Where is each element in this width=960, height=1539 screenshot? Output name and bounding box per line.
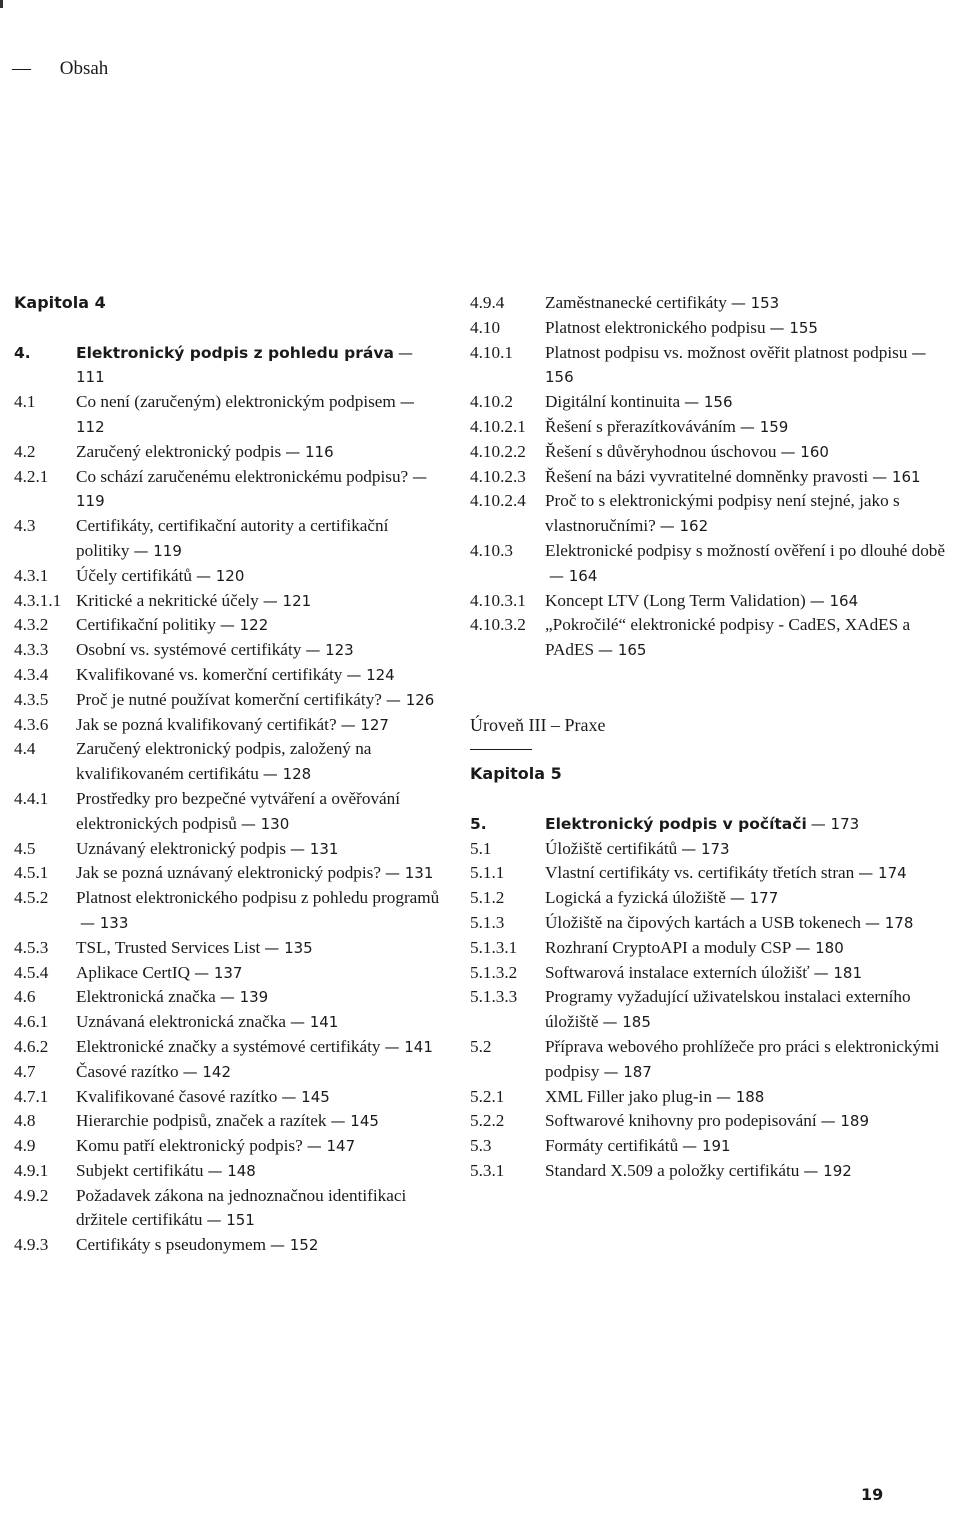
toc-entry-title: Řešení na bázi vyvratitelné domněnky pravosti — [545, 466, 869, 486]
toc-entry-page: — 187 — [603, 1062, 652, 1081]
toc-entry-page: — 178 — [864, 913, 914, 932]
toc-entry-body — [545, 465, 950, 490]
toc-entry-title: Elektronické značky a systémové certifikáty — [76, 1036, 381, 1056]
toc-entry — [470, 837, 950, 862]
toc-entry — [14, 787, 444, 837]
toc-entry-body — [545, 837, 950, 862]
toc-entry-number: 5.2 — [470, 1036, 492, 1056]
toc-entry-title: Certifikáty, certifikační autority a certifikační politiky — [76, 516, 389, 560]
toc-entry-page: — 188 — [715, 1087, 765, 1106]
toc-entry-title: Co není (zaručeným) elektronickým podpisem — [76, 392, 396, 412]
toc-entry — [470, 1159, 950, 1184]
toc-entry-body — [545, 1085, 950, 1110]
scan-corner-mark — [0, 0, 3, 8]
toc-entry-page: — 147 — [306, 1137, 356, 1156]
toc-entry-page: — 131 — [384, 864, 434, 883]
toc-entry — [470, 812, 950, 837]
toc-entry-title: Formáty certifikátů — [545, 1136, 679, 1156]
toc-entry-page: — 119 — [133, 541, 182, 560]
toc-entry-page: — 151 — [206, 1211, 255, 1230]
toc-entry-page: — 123 — [305, 641, 354, 660]
toc-entry — [470, 886, 950, 911]
toc-entry-page: — 119 — [76, 467, 428, 511]
toc-entry — [470, 589, 950, 614]
toc-entry-body — [76, 1010, 444, 1035]
toc-entry-title: Koncept LTV (Long Term Validation) — [545, 590, 806, 610]
toc-entry-page: — 116 — [285, 442, 334, 461]
toc-entry-body — [545, 936, 950, 961]
toc-entry — [14, 1010, 444, 1035]
toc-entry-page: — 156 — [684, 393, 733, 412]
toc-entry — [14, 613, 444, 638]
toc-entry-title: Proč je nutné používat komerční certifikáty? — [76, 689, 382, 709]
toc-entry-page: — 120 — [195, 566, 245, 585]
toc-entry-body — [76, 514, 444, 564]
toc-entry-number: 4.9.2 — [14, 1185, 49, 1205]
toc-entry-title: Komu patří elektronický podpis? — [76, 1136, 303, 1156]
toc-entry-body — [545, 489, 950, 539]
toc-entry — [14, 985, 444, 1010]
page-number: 19 — [861, 1485, 884, 1504]
toc-entry — [470, 539, 950, 589]
toc-entry-body — [545, 316, 950, 341]
toc-entry-number: 4.3.1 — [14, 565, 49, 585]
toc-entry-title: Uznávaná elektronická značka — [76, 1012, 286, 1032]
chapter-heading: Kapitola 5 — [470, 764, 562, 784]
toc-entry-body — [545, 1109, 950, 1134]
toc-entry-page: — 148 — [207, 1161, 256, 1180]
toc-entry-title: Certifikáty s pseudonymem — [76, 1235, 266, 1255]
toc-entry-title: Účely certifikátů — [76, 565, 192, 585]
toc-entry-body — [545, 539, 950, 589]
toc-entry-page: — 145 — [281, 1087, 330, 1106]
toc-entry-page: — 126 — [385, 690, 435, 709]
toc-entry — [14, 961, 444, 986]
chapter-heading: Kapitola 4 — [14, 293, 106, 312]
toc-entry-title: Uznávaný elektronický podpis — [76, 838, 287, 858]
toc-entry-title: TSL, Trusted Services List — [76, 937, 261, 957]
toc-entry-page: — 164 — [549, 566, 598, 585]
toc-entry-number: 4.3.2 — [14, 615, 49, 635]
toc-entry-title: Aplikace CertIQ — [76, 962, 191, 982]
toc-entry-body — [545, 1159, 950, 1184]
toc-entry — [470, 861, 950, 886]
toc-entry — [14, 1184, 444, 1234]
toc-entry-body — [76, 613, 444, 638]
toc-entry-title: Zaručený elektronický podpis, založený na kvalifikovaném certifikátu — [76, 739, 372, 784]
toc-entry — [14, 737, 444, 787]
toc-entry-number: 4.5.3 — [14, 937, 49, 957]
toc-entry-page: — 173 — [681, 839, 730, 858]
toc-entry — [14, 1233, 444, 1258]
toc-entry-number: 4.5.1 — [14, 863, 49, 883]
toc-entry-number: 5.1.3.2 — [470, 962, 518, 982]
toc-entry-page: — 141 — [384, 1037, 433, 1056]
toc-entry — [14, 514, 444, 564]
header-title: Obsah — [59, 58, 109, 79]
toc-entry — [470, 440, 950, 465]
toc-entry-body — [545, 390, 950, 415]
toc-entry — [470, 341, 950, 391]
toc-entry-body — [545, 886, 950, 911]
toc-entry-title: Proč to s elektronickými podpisy není stejné, jako s vlastnoručními? — [545, 491, 900, 536]
toc-entry — [14, 465, 444, 515]
toc-entry — [470, 316, 950, 341]
toc-entry-body — [76, 1060, 444, 1085]
toc-entry-title: Standard X.509 a položky certifikátu — [545, 1160, 800, 1180]
toc-entry — [14, 390, 444, 440]
toc-entry — [470, 489, 950, 539]
toc-entry-number: 4.7.1 — [14, 1086, 49, 1106]
toc-entry-body — [76, 985, 444, 1010]
divider-rule — [470, 749, 532, 750]
toc-entry-number: 4.10.2.1 — [470, 416, 526, 436]
toc-entry — [470, 936, 950, 961]
toc-entry — [470, 291, 950, 316]
toc-entry-title: Kvalifikované časové razítko — [76, 1086, 278, 1106]
toc-entry-title: Kvalifikované vs. komerční certifikáty — [76, 664, 343, 684]
toc-entry-body — [76, 1159, 444, 1184]
toc-entry-number: 4.10.3 — [470, 540, 513, 560]
toc-entry-page: — 155 — [769, 318, 818, 337]
toc-entry — [14, 1134, 444, 1159]
toc-entry-number: 4.5.2 — [14, 888, 49, 908]
toc-entry-number: 4.4.1 — [14, 788, 49, 808]
toc-entry-page: — 111 — [76, 343, 413, 387]
toc-entry-title: Elektronický podpis v počítači — [545, 814, 807, 833]
toc-entry — [470, 613, 950, 663]
toc-entry-body — [545, 985, 950, 1035]
toc-entry-number: 5.1.2 — [470, 888, 505, 908]
toc-entry — [14, 936, 444, 961]
toc-entry-body — [76, 737, 444, 787]
toc-entry-body — [545, 861, 950, 886]
toc-left-column — [14, 291, 444, 1258]
toc-entry-number: 4.9.1 — [14, 1160, 49, 1180]
toc-entry-title: Softwarové knihovny pro podepisování — [545, 1111, 817, 1131]
toc-entry-body — [76, 1184, 444, 1234]
toc-entry-number: 4.6.1 — [14, 1012, 49, 1032]
toc-entry-page: — 139 — [219, 988, 269, 1007]
toc-entry — [14, 341, 444, 391]
toc-entry-page: — 137 — [194, 963, 243, 982]
toc-entry-title: Elektronický podpis z pohledu práva — [76, 343, 394, 362]
toc-entry-page: — 142 — [182, 1062, 232, 1081]
toc-entry — [14, 837, 444, 862]
toc-entry — [470, 465, 950, 490]
toc-entry-page: — 127 — [340, 715, 389, 734]
toc-entry-title: Programy vyžadující uživatelskou instalaci externího úložiště — [545, 987, 911, 1032]
toc-entry-number: 5.1.3.3 — [470, 987, 518, 1007]
toc-entry-title: Řešení s důvěryhodnou úschovou — [545, 441, 777, 461]
toc-entry-page: — 133 — [80, 913, 129, 932]
toc-entry-page: — 177 — [729, 889, 779, 908]
toc-entry-body — [545, 961, 950, 986]
toc-entry-page: — 130 — [240, 814, 290, 833]
toc-entry-body — [76, 440, 444, 465]
toc-entry — [14, 861, 444, 886]
toc-entry-page: — 160 — [780, 442, 829, 461]
toc-entry-title: Kritické a nekritické účely — [76, 590, 259, 610]
toc-entry-page: — 112 — [76, 393, 415, 436]
toc-entry-title: XML Filler jako plug-in — [545, 1086, 712, 1106]
spacer — [470, 688, 950, 713]
toc-entry-title: Jak se pozná kvalifikovaný certifikát? — [76, 714, 337, 734]
toc-entry-page: — 192 — [803, 1161, 852, 1180]
toc-entry-list — [14, 341, 444, 1258]
toc-entry-body — [545, 589, 950, 614]
toc-entry-body — [76, 1109, 444, 1134]
toc-entry-page: — 173 — [810, 814, 860, 833]
spacer — [470, 663, 950, 688]
toc-entry-body — [545, 911, 950, 936]
toc-entry-body — [76, 465, 444, 515]
toc-entry-title: Hierarchie podpisů, značek a razítek — [76, 1111, 327, 1131]
toc-entry-body — [76, 1085, 444, 1110]
toc-entry-body — [545, 1035, 950, 1085]
toc-entry-body — [76, 1134, 444, 1159]
toc-entry — [14, 688, 444, 713]
toc-entry-title: Úložiště na čipových kartách a USB tokenech — [545, 912, 861, 932]
toc-entry-page: — 121 — [262, 591, 312, 610]
toc-entry-page: — 180 — [795, 938, 844, 957]
toc-entry-list — [470, 291, 950, 663]
toc-entry-page: — 185 — [602, 1013, 651, 1032]
toc-entry-number: 4.7 — [14, 1061, 36, 1081]
toc-entry-title: Platnost elektronického podpisu — [545, 317, 766, 337]
toc-entry-number: 4.10.3.2 — [470, 615, 526, 635]
toc-entry-body — [76, 1233, 444, 1258]
running-header — [12, 58, 108, 80]
toc-entry — [14, 1035, 444, 1060]
toc-entry-number: 4.3.3 — [14, 640, 49, 660]
toc-entry — [14, 1060, 444, 1085]
toc-entry-number: 4.3.5 — [14, 689, 49, 709]
toc-entry — [470, 911, 950, 936]
toc-entry-number: 4.3.1.1 — [14, 590, 62, 610]
toc-entry-title: Zaměstnanecké certifikáty — [545, 293, 727, 312]
level-heading: Úroveň III – Praxe — [470, 714, 606, 735]
toc-entry-body — [76, 1035, 444, 1060]
toc-entry-title: Rozhraní CryptoAPI a moduly CSP — [545, 937, 792, 957]
toc-entry-number: 4.6 — [14, 987, 36, 1007]
toc-entry-title: Subjekt certifikátu — [76, 1160, 204, 1180]
toc-entry-number: 5.3.1 — [470, 1160, 505, 1180]
toc-entry — [14, 663, 444, 688]
toc-entry-number: 4.3.4 — [14, 664, 49, 684]
spacer — [14, 316, 444, 341]
toc-entry — [14, 886, 444, 936]
toc-entry-body — [76, 936, 444, 961]
toc-entry — [14, 1159, 444, 1184]
toc-entry-number: 4.9 — [14, 1136, 36, 1156]
toc-entry-number: 4.6.2 — [14, 1036, 49, 1056]
toc-entry-body — [76, 713, 444, 738]
toc-entry-body — [545, 415, 950, 440]
toc-entry — [470, 961, 950, 986]
toc-entry-body — [545, 613, 950, 663]
toc-entry-page: — 174 — [858, 864, 907, 883]
toc-entry-title: Co schází zaručenému elektronickému podpisu? — [76, 466, 409, 486]
toc-entry-body — [76, 341, 444, 391]
toc-entry — [470, 415, 950, 440]
toc-entry-number: 4. — [14, 343, 31, 362]
toc-entry-number: 4.10.3.1 — [470, 590, 526, 610]
toc-entry-body — [76, 861, 444, 886]
toc-entry-title: Digitální kontinuita — [545, 392, 681, 412]
toc-entry-page: — 128 — [262, 765, 312, 784]
toc-entry-body — [545, 440, 950, 465]
toc-entry-title: Elektronická značka — [76, 987, 216, 1007]
toc-entry-title: Prostředky pro bezpečné vytváření a ověřování elektronických podpisů — [76, 788, 401, 833]
toc-entry-body — [545, 341, 950, 391]
toc-entry-title: Osobní vs. systémové certifikáty — [76, 640, 302, 660]
toc-entry-number: 5.3 — [470, 1136, 492, 1156]
toc-entry-number: 5.1.3 — [470, 912, 505, 932]
toc-entry-number: 4.3 — [14, 516, 36, 536]
toc-entry-title: Vlastní certifikáty vs. certifikáty třetích stran — [545, 863, 855, 883]
toc-entry-title: Elektronické podpisy s možností ověření i po dlouhé době — [545, 540, 946, 560]
toc-entry-number: 5. — [470, 814, 487, 833]
toc-entry-body — [76, 638, 444, 663]
toc-entry-number: 4.10.2.2 — [470, 441, 526, 461]
header-dash: — — [12, 58, 31, 79]
toc-entry-title: Řešení s přerazítkováváním — [545, 416, 736, 436]
toc-entry-title: Certifikační politiky — [76, 615, 216, 635]
toc-entry — [470, 985, 950, 1035]
toc-entry-number: 4.4 — [14, 739, 36, 759]
toc-entry-number: 4.3.6 — [14, 714, 49, 734]
toc-entry-number: 5.1.1 — [470, 863, 505, 883]
spacer — [470, 787, 950, 812]
toc-entry-number: 4.10.2.3 — [470, 466, 526, 486]
toc-entry-body — [76, 837, 444, 862]
toc-entry-body — [76, 564, 444, 589]
toc-entry — [14, 1085, 444, 1110]
toc-entry-body — [76, 787, 444, 837]
toc-entry-number: 5.1 — [470, 838, 492, 858]
toc-entry-number: 4.10.2 — [470, 392, 513, 412]
toc-entry-title: Platnost podpisu vs. možnost ověřit platnost podpisu — [545, 342, 908, 362]
toc-entry-body — [76, 886, 444, 936]
toc-entry-title: Zaručený elektronický podpis — [76, 441, 282, 461]
toc-entry-body — [545, 812, 950, 837]
toc-entry-title: Časové razítko — [76, 1061, 179, 1081]
toc-entry-page: — 156 — [545, 343, 927, 387]
toc-entry-title: Úložiště certifikátů — [545, 838, 678, 858]
divider — [470, 737, 950, 762]
toc-entry-title: Platnost elektronického podpisu z pohledu programů — [76, 888, 440, 908]
toc-entry-page: — 191 — [682, 1137, 731, 1156]
toc-entry — [470, 1085, 950, 1110]
toc-entry-list — [470, 812, 950, 1184]
toc-entry-title: Požadavek zákona na jednoznačnou identifikaci držitele certifikátu — [76, 1185, 407, 1230]
toc-entry-number: 4.5 — [14, 838, 36, 858]
toc-entry-number: 4.8 — [14, 1111, 36, 1131]
toc-entry-page: — 153 — [730, 294, 780, 312]
toc-entry-number: 5.2.2 — [470, 1111, 505, 1131]
toc-entry-number: 4.9.3 — [14, 1235, 49, 1255]
toc-entry-body — [76, 589, 444, 614]
toc-entry — [14, 638, 444, 663]
toc-entry — [14, 1109, 444, 1134]
toc-entry-body — [76, 688, 444, 713]
toc-entry-title: Příprava webového prohlížeče pro práci s elektronickými podpisy — [545, 1036, 940, 1081]
toc-entry-title: Jak se pozná uznávaný elektronický podpis? — [76, 863, 381, 883]
toc-entry-page: — 161 — [872, 467, 921, 486]
toc-entry-number: 4.2.1 — [14, 466, 49, 486]
toc-entry-number: 4.10.2.4 — [470, 491, 526, 511]
toc-right-column — [470, 291, 950, 1184]
toc-entry-number: 5.1.3.1 — [470, 937, 518, 957]
toc-entry-number: 4.1 — [14, 392, 36, 412]
toc-entry — [470, 1134, 950, 1159]
toc-entry-title: „Pokročilé“ elektronické podpisy - CadES, XAdES a PAdES — [545, 615, 911, 660]
toc-entry-body — [76, 961, 444, 986]
toc-entry-page: — 124 — [346, 665, 395, 684]
toc-entry — [14, 564, 444, 589]
toc-entry-title: Softwarová instalace externích úložišť — [545, 962, 810, 982]
toc-entry-page: — 164 — [809, 591, 859, 610]
toc-entry-number: 4.2 — [14, 441, 36, 461]
toc-entry-number: 4.9.4 — [470, 293, 505, 312]
toc-entry-number: 4.5.4 — [14, 962, 49, 982]
toc-entry-number: 4.10 — [470, 317, 501, 337]
toc-entry — [470, 390, 950, 415]
toc-entry — [470, 1035, 950, 1085]
toc-entry-body — [76, 390, 444, 440]
toc-entry-page: — 159 — [739, 417, 789, 436]
toc-entry-page: — 152 — [270, 1236, 319, 1255]
toc-entry-number: 5.2.1 — [470, 1086, 505, 1106]
toc-entry-page: — 145 — [330, 1112, 379, 1131]
toc-entry-page: — 141 — [289, 1013, 339, 1032]
toc-entry-body — [76, 663, 444, 688]
toc-entry-body — [545, 1134, 950, 1159]
toc-entry — [470, 1109, 950, 1134]
toc-entry-page: — 165 — [598, 641, 647, 660]
toc-entry-title: Logická a fyzická úložiště — [545, 888, 726, 908]
toc-entry — [14, 589, 444, 614]
toc-entry-page: — 162 — [659, 517, 709, 536]
toc-entry-page: — 135 — [264, 938, 313, 957]
toc-entry-body — [545, 291, 950, 316]
toc-entry-number: 4.10.1 — [470, 342, 513, 362]
toc-entry-page: — 181 — [813, 963, 862, 982]
toc-entry — [14, 713, 444, 738]
toc-entry-page: — 131 — [290, 839, 339, 858]
toc-entry-page: — 189 — [820, 1112, 870, 1131]
toc-entry-page: — 122 — [219, 616, 269, 635]
toc-entry — [14, 440, 444, 465]
